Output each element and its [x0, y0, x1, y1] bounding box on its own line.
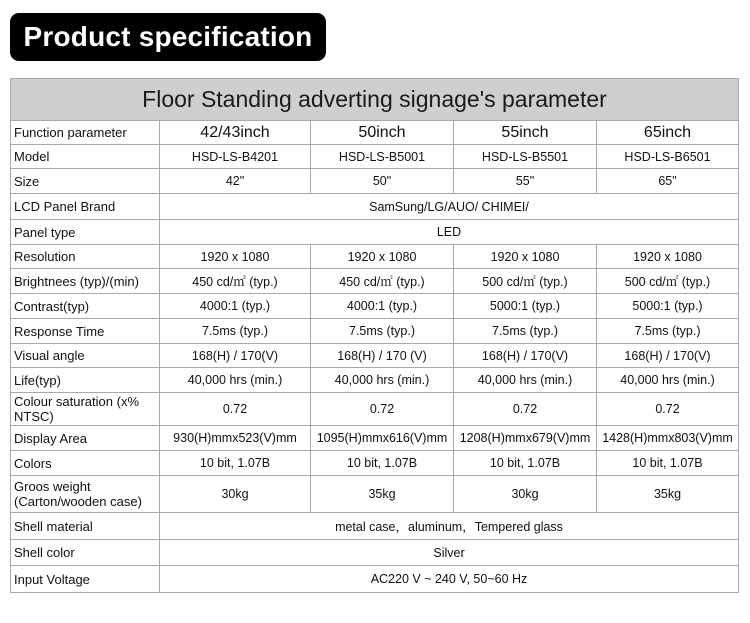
spec-row	[11, 368, 739, 393]
spec-value: 0.72	[311, 393, 454, 426]
table-title: Floor Standing adverting signage's parameter	[11, 79, 739, 121]
spec-value: 0.72	[597, 393, 739, 426]
spec-value: 10 bit, 1.07B	[597, 451, 739, 476]
spec-value: 10 bit, 1.07B	[160, 451, 311, 476]
spec-value: 450 cd/㎡ (typ.)	[160, 269, 311, 294]
spec-value: 55inch	[454, 121, 597, 145]
spec-value: 42"	[160, 169, 311, 194]
spec-label: Groos weight (Carton/wooden case)	[11, 476, 160, 513]
spec-value: 500 cd/㎡ (typ.)	[597, 269, 739, 294]
spec-row	[11, 169, 739, 194]
spec-value: 0.72	[454, 393, 597, 426]
spec-value: 65inch	[597, 121, 739, 145]
spec-value: 35kg	[597, 476, 739, 513]
spec-value: 65"	[597, 169, 739, 194]
spec-label: LCD Panel Brand	[11, 194, 160, 220]
spec-value: 450 cd/㎡ (typ.)	[311, 269, 454, 294]
spec-value: 5000:1 (typ.)	[597, 294, 739, 319]
spec-value: 1920 x 1080	[597, 245, 739, 269]
spec-label: Input Voltage	[11, 566, 160, 593]
spec-row	[11, 194, 739, 220]
spec-value: 1428(H)mmx803(V)mm	[597, 426, 739, 451]
spec-label: Display Area	[11, 426, 160, 451]
spec-row	[11, 513, 739, 540]
spec-row	[11, 121, 739, 145]
spec-value: 168(H) / 170(V)	[597, 344, 739, 368]
spec-label: Brightnees (typ)/(min)	[11, 269, 160, 294]
spec-label: Colour saturation (x% NTSC)	[11, 393, 160, 426]
spec-value: 7.5ms (typ.)	[597, 319, 739, 344]
spec-value: 10 bit, 1.07B	[454, 451, 597, 476]
spec-row	[11, 566, 739, 593]
spec-value: 35kg	[311, 476, 454, 513]
spec-value: 0.72	[160, 393, 311, 426]
spec-label: Contrast(typ)	[11, 294, 160, 319]
spec-label: Function parameter	[11, 121, 160, 145]
spec-value: 40,000 hrs (min.)	[160, 368, 311, 393]
spec-value: metal case，aluminum，Tempered glass	[160, 513, 739, 540]
spec-label: Panel type	[11, 220, 160, 245]
spec-value: HSD-LS-B6501	[597, 145, 739, 169]
spec-value: 55"	[454, 169, 597, 194]
spec-value: 40,000 hrs (min.)	[454, 368, 597, 393]
spec-label: Visual angle	[11, 344, 160, 368]
spec-value: 168(H) / 170(V)	[160, 344, 311, 368]
spec-row	[11, 393, 739, 426]
spec-value: 42/43inch	[160, 121, 311, 145]
spec-row	[11, 344, 739, 368]
spec-value: 7.5ms (typ.)	[311, 319, 454, 344]
spec-row	[11, 540, 739, 566]
spec-value: HSD-LS-B5001	[311, 145, 454, 169]
spec-label: Life(typ)	[11, 368, 160, 393]
spec-value: 1920 x 1080	[311, 245, 454, 269]
spec-value: 40,000 hrs (min.)	[597, 368, 739, 393]
spec-value: 930(H)mmx523(V)mm	[160, 426, 311, 451]
spec-label: Colors	[11, 451, 160, 476]
spec-value: 7.5ms (typ.)	[454, 319, 597, 344]
spec-value: 1920 x 1080	[454, 245, 597, 269]
spec-row	[11, 426, 739, 451]
spec-label: Shell material	[11, 513, 160, 540]
spec-value: LED	[160, 220, 739, 245]
spec-label: Response Time	[11, 319, 160, 344]
spec-row	[11, 220, 739, 245]
spec-label: Resolution	[11, 245, 160, 269]
spec-value: SamSung/LG/AUO/ CHIMEI/	[160, 194, 739, 220]
spec-row	[11, 245, 739, 269]
spec-value: 500 cd/㎡ (typ.)	[454, 269, 597, 294]
spec-value: 30kg	[160, 476, 311, 513]
spec-value: HSD-LS-B5501	[454, 145, 597, 169]
spec-value: 50"	[311, 169, 454, 194]
spec-row	[11, 476, 739, 513]
spec-value: 7.5ms (typ.)	[160, 319, 311, 344]
spec-value: HSD-LS-B4201	[160, 145, 311, 169]
product-spec-header: Product specification	[10, 13, 326, 61]
spec-value: 10 bit, 1.07B	[311, 451, 454, 476]
spec-value: 1920 x 1080	[160, 245, 311, 269]
spec-row	[11, 145, 739, 169]
spec-row	[11, 451, 739, 476]
spec-label: Size	[11, 169, 160, 194]
spec-value: 5000:1 (typ.)	[454, 294, 597, 319]
spec-value: 1208(H)mmx679(V)mm	[454, 426, 597, 451]
spec-row	[11, 319, 739, 344]
spec-value: 4000:1 (typ.)	[311, 294, 454, 319]
spec-value: 1095(H)mmx616(V)mm	[311, 426, 454, 451]
spec-value: 40,000 hrs (min.)	[311, 368, 454, 393]
spec-value: 168(H) / 170 (V)	[311, 344, 454, 368]
spec-value: AC220 V ~ 240 V, 50~60 Hz	[160, 566, 739, 593]
spec-value: 50inch	[311, 121, 454, 145]
spec-value: 30kg	[454, 476, 597, 513]
spec-label: Model	[11, 145, 160, 169]
table-title-row	[11, 79, 739, 121]
spec-value: 168(H) / 170(V)	[454, 344, 597, 368]
spec-label: Shell color	[11, 540, 160, 566]
spec-value: 4000:1 (typ.)	[160, 294, 311, 319]
spec-table	[10, 78, 739, 593]
spec-value: Silver	[160, 540, 739, 566]
spec-row	[11, 294, 739, 319]
spec-row	[11, 269, 739, 294]
